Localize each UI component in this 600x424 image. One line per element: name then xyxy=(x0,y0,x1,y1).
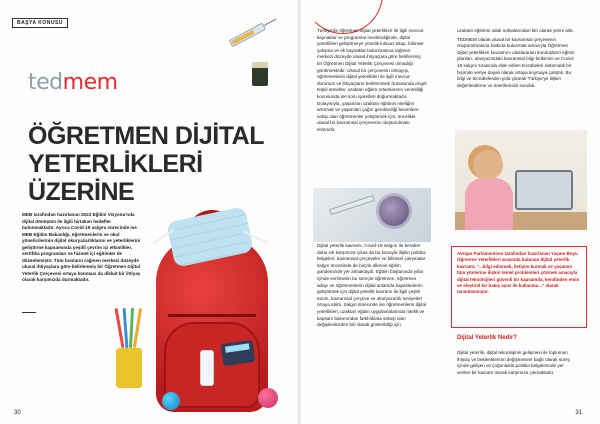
pencil-image xyxy=(133,308,142,348)
section-heading: Dijital Yeterlik Nedir? xyxy=(457,335,517,341)
syringe-image xyxy=(223,15,279,51)
brand-logo xyxy=(28,70,118,95)
text-column-4 xyxy=(457,350,575,378)
vaccine-vial-image xyxy=(252,62,268,86)
sanitizer-bottle-image xyxy=(200,350,214,386)
right-page xyxy=(301,0,600,424)
text-column-1 xyxy=(317,28,427,136)
brand-prefix: ted xyxy=(28,70,63,95)
title-line-2: YETERLİKLERİ ÜZERİNE xyxy=(28,150,203,206)
paragraph: TEDMEM olarak ulusal bir kavramsal çerçevenin oluşturulmasına katkıda bulunmak amacıyla Öğretmen dijital yeterlikleri kavramını uluslararası kuruluşların eğitim planları, alanyazındaki kavramsal bilgi birikimini ve Covid-19 salgını sırasında elde edilen tecrübeleri sistematik bir biçimde veriye dayalı olarak ortaya koymaya çalıştık. Bu bilgi ve tecrübelerden yola çıkarak Türkiye'ye ilişkin değerlendirme ve önerilerimizi sunduk. xyxy=(457,36,575,88)
text-column-3 xyxy=(457,28,575,91)
title-line-1: ÖĞRETMEN DİJİTAL xyxy=(28,122,264,150)
paragraph: Dijital yeterlik, dijital teknolojinin gelişmesi ile toplumun ihtiyaç ve beklentilerinin değişmesine bağlı olarak süreç içinde gelişen ve çoğunlukla politika belgelerinde yer verilen bir kavram olarak karşımıza çıkmaktadır. xyxy=(457,350,571,375)
text-column-2 xyxy=(317,243,427,331)
paragraph: uzaktan eğitimin odak noktalarından biri olarak yerini aldı. xyxy=(457,28,574,33)
ball-image xyxy=(258,388,278,408)
divider xyxy=(22,312,36,313)
brand-highlight: mem xyxy=(62,70,118,95)
student-laptop-photo xyxy=(455,130,587,230)
laptop-image xyxy=(515,170,573,210)
ball-image xyxy=(162,392,180,410)
page-title xyxy=(28,122,299,206)
paragraph: Dijital yeterlik kavramı, Covid-19 salgını ile beraber daha sık karşımıza çıksa da bu konuyla ilişkin politika belgeleri, kavramsal çerçeveler ve bilimsel çalışmalar salgın öncesinde de birçok ülkenin eğitim gündeminde yer almaktaydı. Eğitim başlanında yıllar içinde evrilmesin bu süreçte öğretmen, öğretmen adayı ve öğretmenlerin dijital anlamda kapasitelerini geliştirmek için dijital yeterlik kavramı ile ilgili çeşitli tanım, kavramsal çerçeve ve okuryazarlık seviyeleri ortaya atıldı. Salgın sürecinde ise öğretmenlerin dijital yeterlikleri, uzaktan eğitim uygulamalarında nitelik ve kapsam bakımından farklılıklara sebep olan değişkenlerden biri olarak gösterildiği için xyxy=(317,243,427,328)
pencil-cup-image xyxy=(116,348,142,388)
paragraph: Türkiye'de öğretmen dijital yeterlikleri ile ilgili mevcut kaynaklar ve programlar incelendiğinde, dijital yeterlikleri geliştirmeye yönelik kılavuz kitap, bilimsel çalışma ve ek kaynaklar bulunmasına rağmen merkezi düzeyde ulusal ihtiyaçlara göre belirlenmiş bir Öğretmen Dijital Yeterlik Çerçevesi olmadığı görülmektedir. Ulusal bir çerçevenin olmayışı, öğretmenlerin dijital yeterlikleri ile ilgili mevcut durumun ve ihtiyaçların belirlenmesi hususunda engel teşkil etmekte; uzaktan eğitim ortamlarının verimliliği konusunda ise soru işaretleri doğurmaktadır. Dolayısıyla, yaşanılan uzaktan eğitimin niteliğini artırmak ve yaşanılan çağın gerektirdiği becerilere sahip olan öğretmenler yetiştirmek için, öncelikle ulusal bir kavramsal çerçevenin oluşturulması elzemdir. xyxy=(317,28,427,132)
calculator-image xyxy=(221,340,256,366)
page-number: 31 xyxy=(575,410,582,416)
lead-paragraph: MEB tarafından hazırlanan 2023 Eğitim Vizyonu'nda dijital dönüşüm ile ilgili birtakım hedefler bulunmaktadır. Ayrıca Covid-19 salgını sürecinde ise MEB Eğitim Bakanlığı, öğretmenlerin ve okul yöneticilerinin dijital okuryazarlıklarını ve yeterliklerini geliştirme kapsamında çeşitli çevrim içi etkinlikler, sertifika programları ve hizmet içi eğitimler de düzenlemiştir. Tüm bunların rağmen merkezi düzeyde ulusal ihtiyaçlara göre belirlenmiş bir Öğretmen Dijital Yeterlik Çerçevesi ortaya konması da dikkat bir ihtiyaç olarak karşımızda durmaktadır. xyxy=(22,212,141,282)
pull-quote: Avrupa Parlamentosu tarafından hazırlanan Yaşam Boyu Öğrenme Yeterlikleri arasında bulunan dijital yeterlik kavramı; "...bilgi edinmek, iletişim kurmak ve yaşamın tüm yönlerine ilişkin temel problemleri çözmek amacıyla dijital teknolojileri güvenli bir kapsamda, kendinden emin ve eleştirel bir bakış açısı ile kullanma..." olarak tanımlanmıştır. xyxy=(451,246,587,328)
virus-syringe-image xyxy=(313,188,431,242)
section-tag: BAŞYA KONUSU xyxy=(12,18,68,28)
left-page xyxy=(0,0,299,424)
page-number: 30 xyxy=(14,410,21,416)
